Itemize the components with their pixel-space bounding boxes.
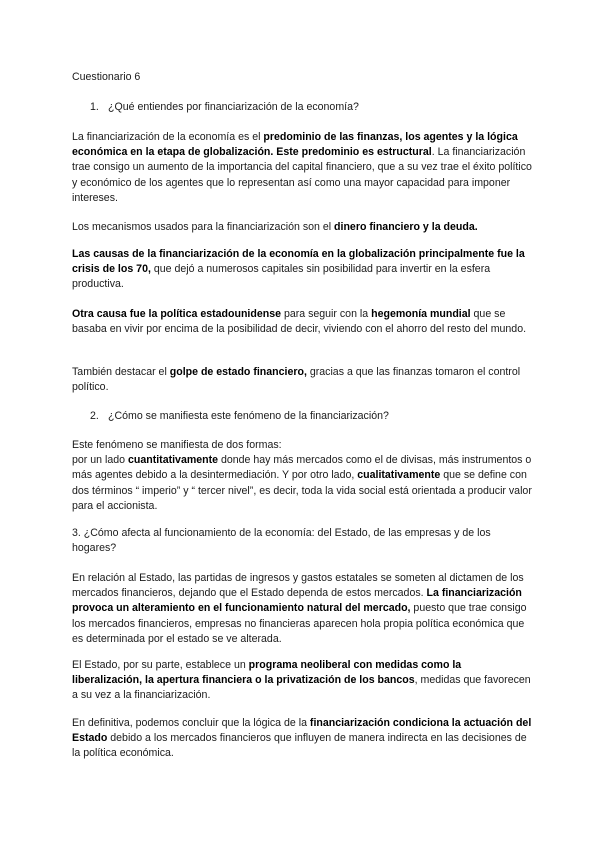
p2-bold-b: dinero financiero y la deuda.	[334, 221, 478, 233]
question-3-text: 3. ¿Cómo afecta al funcionamiento de la economía: del Estado, de las empresas y de los hogares?	[72, 527, 491, 555]
p8-text-c: , medidas que favorecen a su vez a la financiarización.	[72, 674, 531, 702]
p4-text-b: para seguir con la	[281, 308, 372, 320]
question-1	[90, 100, 530, 115]
question-3	[72, 526, 532, 556]
question-2	[90, 409, 530, 424]
paragraph-8	[72, 658, 532, 704]
question-1-text: ¿Qué entiendes por financiarización de la economía?	[108, 101, 359, 113]
paragraph-1	[72, 130, 532, 206]
p1-text-c: . La financiarización trae consigo un aumento de la importancia del capital financiero, que a su vez trae el éxito político y económico de los agentes que lo representan así como una mayor capacidad para imponer intereses.	[72, 146, 532, 204]
p3-bold-a: Las causas de la financiarización de la economía en la globalización principalmente fue la crisis de los 70,	[72, 248, 525, 276]
p9-text-a: En definitiva, podemos concluir que la lógica de la	[72, 717, 310, 729]
paragraph-7	[72, 571, 532, 647]
paragraph-2	[72, 220, 532, 235]
document-title	[72, 70, 532, 85]
question-1-number: 1.	[90, 101, 99, 113]
paragraph-6	[72, 438, 532, 514]
p1-text-a: La financiarización de la economía es el	[72, 131, 264, 143]
paragraph-9	[72, 716, 532, 762]
p1-bold-b: predominio de las finanzas, los agentes y la lógica económica en la etapa de globalización. Este predominio es estructural	[72, 131, 518, 159]
p8-text-a: El Estado, por su parte, establece un	[72, 659, 249, 671]
p6-bold-c: cuantitativamente	[127, 454, 219, 467]
p9-text-c: debido a los mercados financieros que influyen de manera indirecta en las decisiones de la política económica.	[72, 732, 527, 760]
p5-text-c: gracias a que las finanzas tomaron el control político.	[72, 366, 521, 394]
p4-bold-a: Otra causa fue la política estadounidense	[72, 308, 281, 320]
paragraph-5	[72, 365, 532, 395]
p5-bold-b: golpe de estado financiero,	[169, 366, 307, 378]
p6-bold-e: cualitativamente	[357, 469, 441, 482]
p6-text-a: Este fenómeno se manifiesta de dos formas:	[72, 439, 282, 451]
paragraph-4	[72, 307, 532, 337]
title-text: Cuestionario 6	[72, 71, 141, 83]
p6-text-d: donde hay más mercados como el de divisas, más instrumentos o más agentes debido a la desintermediación. Y por otro lado,	[72, 454, 532, 482]
paragraph-3	[72, 247, 532, 293]
p4-bold-c: hegemonía mundial	[371, 308, 471, 320]
p7-bold-b: La financiarización provoca un alteramiento en el funcionamiento natural del mercado,	[72, 587, 522, 615]
p7-text-c: puesto que trae consigo los mercados financieros, empresas no financieras aparecen hola propia política económica que es determinada por el estado se ve alterada.	[72, 602, 527, 645]
p8-bold-b: programa neoliberal con medidas como la liberalización, la apertura financiera o la privatización de los bancos	[72, 659, 462, 687]
p2-text-a: Los mecanismos usados para la financiarización son el	[72, 221, 335, 233]
question-2-text: ¿Cómo se manifiesta este fenómeno de la financiarización?	[108, 410, 389, 422]
p6-text-b: por un lado	[72, 454, 128, 467]
p9-bold-b: financiarización condiciona la actuación del Estado	[72, 717, 532, 745]
p5-text-a: También destacar el	[72, 366, 170, 378]
p4-text-d: que se basaba en vivir por encima de la posibilidad de decir, viviendo con el ahorro del resto del mundo.	[72, 308, 527, 336]
question-2-number: 2.	[90, 410, 99, 422]
p7-text-a: En relación al Estado, las partidas de ingresos y gastos estatales se someten al dictamen de los mercados financieros, dejando que el Estado dependa de estos mercados.	[72, 572, 524, 600]
p3-text-b: que dejó a numerosos capitales sin posibilidad para invertir en la esfera productiva.	[72, 263, 491, 291]
p6-text-f: que se define con dos términos “ imperio” y “ tercer nivel”, es decir, toda la vida social está orientada a producir valor para el accionista.	[72, 469, 532, 512]
